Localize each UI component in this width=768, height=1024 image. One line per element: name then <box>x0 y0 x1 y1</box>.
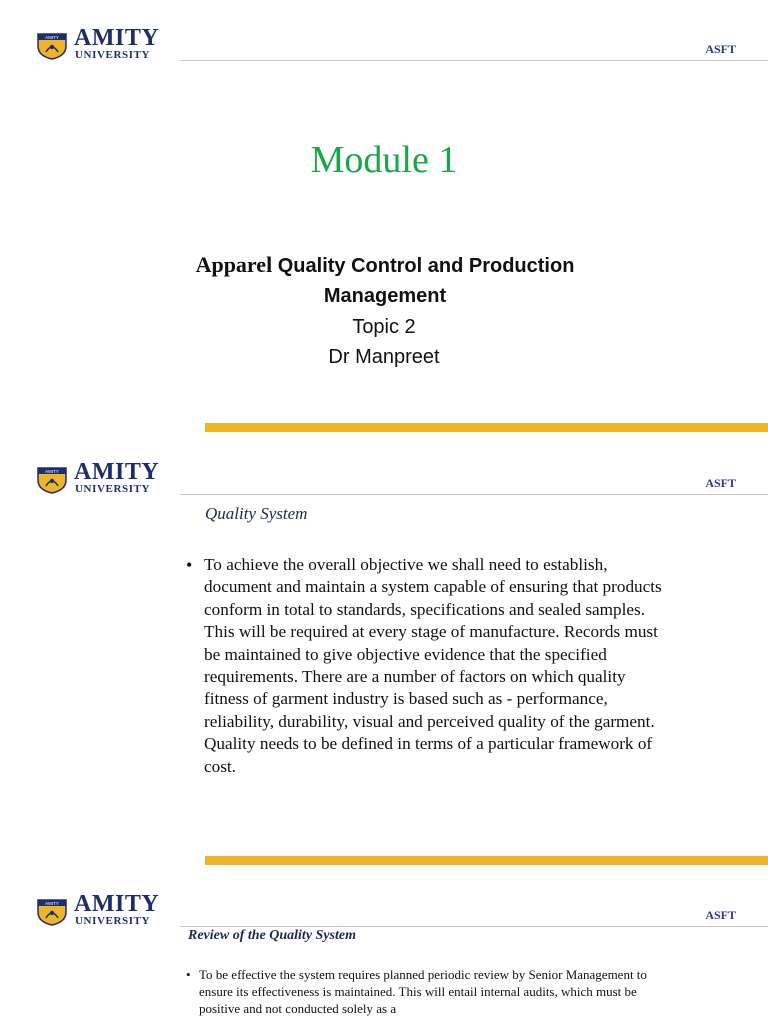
bullet-item <box>186 554 664 778</box>
course-title-rest: Quality Control and Production Management <box>272 255 575 307</box>
header-divider <box>180 60 768 61</box>
amity-logo <box>36 25 168 64</box>
course-title <box>160 250 610 311</box>
gold-divider <box>205 856 768 865</box>
bullet-text: To achieve the overall objective we shall need to establish, document and maintain a system capable of ensuring that products conform in total to standards, specifications and sealed samples. This will be required at every stage of manufacture. Records must be maintained to give objective evidence that the specified requirements. There are a number of factors on which quality fitness of garment industry is based such as - performance, reliability, durability, visual and perceived quality of the garment. Quality needs to be defined in terms of a particular framework of cost. <box>204 555 662 776</box>
amity-crest-icon <box>36 30 68 60</box>
bullet-dot-icon: • <box>186 967 191 982</box>
section-heading: Review of the Quality System <box>188 928 356 943</box>
amity-logo <box>36 891 168 930</box>
section-heading: Quality System <box>205 504 308 523</box>
header-divider <box>180 494 768 495</box>
bullet-text: To be effective the system requires planned periodic review by Senior Management to ensure its effectiveness is maintained. This will entail internal audits, which must be positive and not conducted solely as a <box>199 967 647 1016</box>
slide-3 <box>0 866 768 1024</box>
topic-label: Topic 2 <box>352 316 416 338</box>
header-divider <box>180 926 768 927</box>
slide-2 <box>0 434 768 866</box>
bullet-dot-icon: • <box>186 555 193 575</box>
logo-name: AMITY <box>74 459 160 485</box>
asft-badge: ASFT <box>705 42 736 56</box>
course-title-first: Apparel <box>195 252 273 277</box>
slide-1 <box>0 0 768 434</box>
bullet-item <box>186 966 666 1017</box>
svg-text:AMITY: AMITY <box>45 469 59 474</box>
amity-crest-icon <box>36 464 68 494</box>
logo-name: AMITY <box>74 891 160 917</box>
gold-divider <box>205 423 768 432</box>
asft-badge: ASFT <box>705 908 736 922</box>
amity-logo <box>36 459 168 498</box>
svg-text:AMITY: AMITY <box>45 35 59 40</box>
logo-sub: UNIVERSITY <box>75 49 151 61</box>
logo-sub: UNIVERSITY <box>75 915 151 927</box>
logo-name: AMITY <box>74 25 160 51</box>
asft-badge: ASFT <box>705 476 736 490</box>
svg-text:AMITY: AMITY <box>45 901 59 906</box>
module-title: Module 1 <box>310 139 458 181</box>
author-label: Dr Manpreet <box>328 346 440 368</box>
logo-sub: UNIVERSITY <box>75 483 151 495</box>
amity-crest-icon <box>36 896 68 926</box>
